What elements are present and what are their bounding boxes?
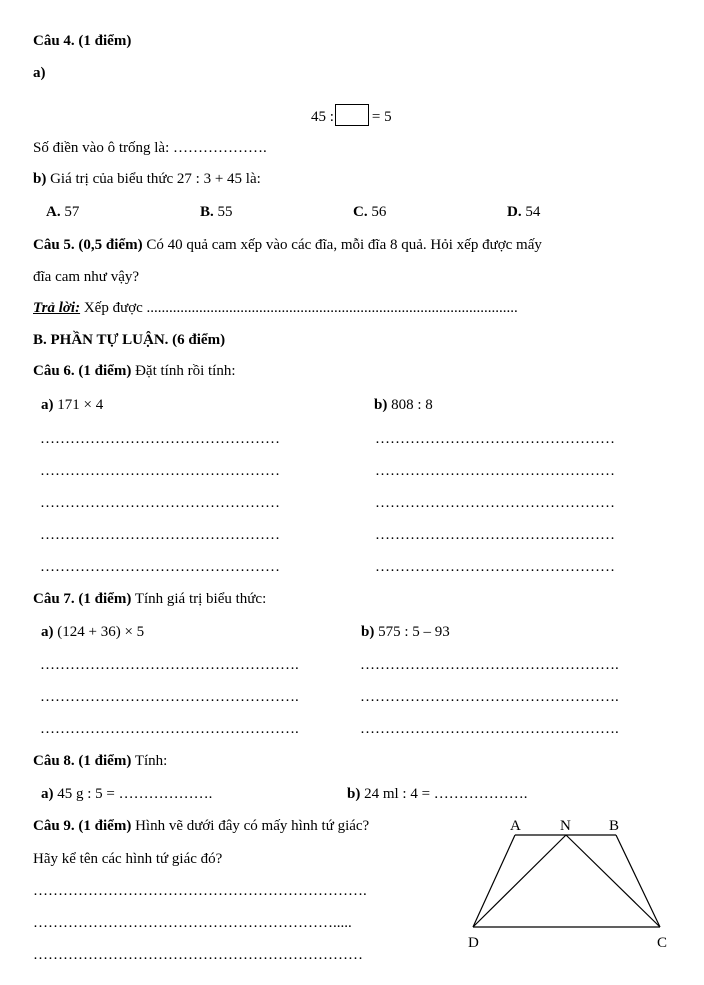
q6-b-line-4[interactable]: ………………………………………… <box>375 527 615 543</box>
q6-b-line-3[interactable]: ………………………………………… <box>375 495 615 511</box>
q6-title: Câu 6. (1 điểm) Đặt tính rồi tính: <box>33 363 236 379</box>
equation-left: 45 : <box>311 109 334 125</box>
figure-lines <box>473 835 660 927</box>
q4-option-b[interactable]: B. 55 <box>200 204 233 220</box>
label-a: A <box>510 818 521 834</box>
q4-equation <box>311 104 392 126</box>
q9-line2: Hãy kể tên các hình tứ giác đó? <box>33 851 223 867</box>
q9-answer-line-1[interactable]: …………………………………………………………. <box>33 883 367 899</box>
q9-line1: Câu 9. (1 điểm) Hình vẽ dưới đây có mấy hình tứ giác? <box>33 818 370 834</box>
segment-bc <box>616 835 660 927</box>
q7-a-line-2[interactable]: ……………………………………………. <box>40 689 299 705</box>
label-n: N <box>560 818 571 834</box>
q4-option-c[interactable]: C. 56 <box>353 204 387 220</box>
q4-part-a: a) <box>33 65 46 81</box>
q6-b-line-1[interactable]: ………………………………………… <box>375 431 615 447</box>
label-c: C <box>657 935 668 951</box>
q6-b-line-2[interactable]: ………………………………………… <box>375 463 615 479</box>
q4-option-d[interactable]: D. 54 <box>507 204 541 220</box>
q6-a-line-2[interactable]: ………………………………………… <box>40 463 280 479</box>
q9-answer-line-2[interactable]: ……………………………………………………..... <box>33 915 352 931</box>
q5-line2: đĩa cam như vậy? <box>33 269 140 285</box>
equation-right: = 5 <box>371 109 392 125</box>
label-b: B <box>609 818 620 834</box>
q4-part-b: b) Giá trị của biểu thức 27 : 3 + 45 là: <box>33 171 261 187</box>
q7-b-line-1[interactable]: ……………………………………………. <box>360 657 619 673</box>
section-b-title: B. PHẦN TỰ LUẬN. (6 điểm) <box>33 332 226 348</box>
q9-answer-line-3[interactable]: ………………………………………………………… <box>33 947 363 963</box>
q6-a-line-4[interactable]: ………………………………………… <box>40 527 280 543</box>
q7-a: a) (124 + 36) × 5 <box>41 624 145 640</box>
label-d: D <box>468 935 479 951</box>
q4-option-a[interactable]: A. 57 <box>46 204 80 220</box>
q6-a-line-1[interactable]: ………………………………………… <box>40 431 280 447</box>
q8-title: Câu 8. (1 điểm) Tính: <box>33 753 168 769</box>
q7-a-line-1[interactable]: ……………………………………………. <box>40 657 299 673</box>
q4-title: Câu 4. (1 điểm) <box>33 33 132 49</box>
q8-a[interactable]: a) 45 g : 5 = ………………. <box>41 786 213 802</box>
q5-line1: Câu 5. (0,5 điểm) Có 40 quả cam xếp vào các đĩa, mỗi đĩa 8 quả. Hỏi xếp được mấy <box>33 237 542 253</box>
q7-b-line-2[interactable]: ……………………………………………. <box>360 689 619 705</box>
segment-nd <box>473 835 566 927</box>
q4-fill-prompt: Số điền vào ô trống là: ………………. <box>33 140 267 156</box>
q6-a: a) 171 × 4 <box>41 397 104 413</box>
segment-nc <box>566 835 660 927</box>
q7-b-line-3[interactable]: ……………………………………………. <box>360 721 619 737</box>
q5-answer[interactable]: Trả lời: Xếp được ................................................................................................... <box>33 300 518 316</box>
q7-a-line-3[interactable]: ……………………………………………. <box>40 721 299 737</box>
q6-a-line-5[interactable]: ………………………………………… <box>40 559 280 575</box>
q6-b: b) 808 : 8 <box>374 397 433 413</box>
answer-box[interactable] <box>335 104 369 126</box>
q7-title: Câu 7. (1 điểm) Tính giá trị biểu thức: <box>33 591 267 607</box>
q6-a-line-3[interactable]: ………………………………………… <box>40 495 280 511</box>
q8-b[interactable]: b) 24 ml : 4 = ………………. <box>347 786 528 802</box>
q6-b-line-5[interactable]: ………………………………………… <box>375 559 615 575</box>
segment-ad <box>473 835 515 927</box>
q7-b: b) 575 : 5 – 93 <box>361 624 450 640</box>
quadrilateral-figure <box>460 815 690 965</box>
